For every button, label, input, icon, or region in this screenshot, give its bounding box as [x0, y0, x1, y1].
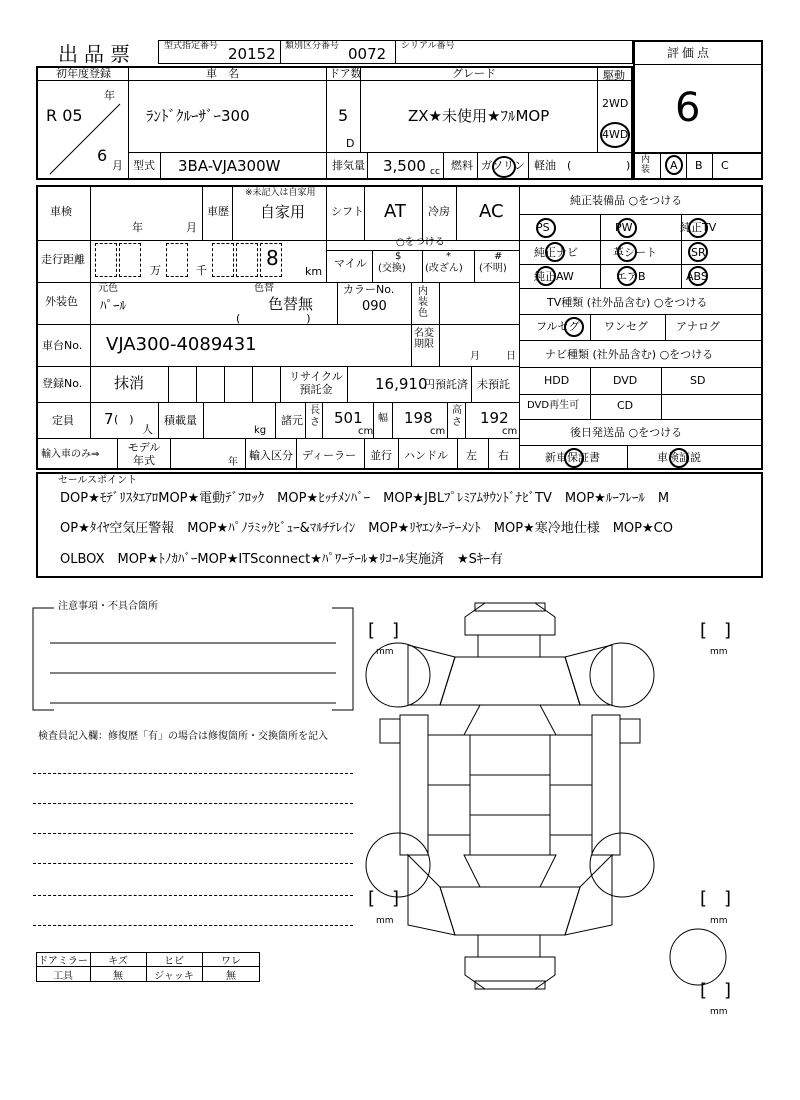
load-label: 積載量 — [164, 414, 197, 427]
caution-frame — [30, 605, 356, 715]
name-change-day-unit: 日 — [506, 351, 516, 362]
fuel-paren-close: ) — [626, 159, 631, 172]
mileage-digit-1 — [95, 243, 117, 277]
mileage-value: 8 — [266, 246, 279, 270]
equip-sr[interactable]: SR — [691, 246, 706, 259]
acc-header-mirror: ドアミラー — [38, 956, 88, 967]
acc-jack-value: 無 — [226, 970, 236, 982]
shift-value: AT — [384, 201, 406, 222]
first-reg-era: R 05 — [46, 106, 83, 125]
interior-a[interactable]: A — [670, 159, 678, 172]
capacity-label: 定員 — [52, 414, 74, 427]
recycle-value: 16,910 — [375, 375, 428, 393]
equip-aw-circle — [536, 266, 556, 286]
handle-right[interactable]: 右 — [498, 449, 509, 462]
mileage-unknown[interactable]: (不明) — [479, 263, 507, 274]
handle-label: ハンドル — [404, 449, 448, 462]
doors-label: ドア数 — [329, 67, 362, 80]
inspection-year-unit: 年 — [132, 221, 143, 234]
tread-spare-bracket-close: ] — [724, 980, 732, 1001]
chassis-value: VJA300-4089431 — [106, 334, 257, 355]
displacement-value: 3,500 — [383, 157, 426, 175]
sales-label: セールスポイント — [58, 475, 138, 486]
tread-spare-bracket-open: [ — [700, 980, 708, 1001]
equip-pw-circle — [617, 218, 637, 238]
mileage-man-unit: 万 — [150, 264, 161, 277]
form-title: 出品票 — [58, 42, 136, 66]
navi-cd[interactable]: CD — [617, 399, 634, 412]
caution-label: 注意事項・不具合箇所 — [58, 601, 158, 612]
sales-line-1: DOP★ﾓﾃﾞﾘｽﾀｴｱﾛMOP★電動ﾃﾞﾌﾛｯｸ MOP★ﾋｯﾁﾒﾝﾊﾞｰ MOP★JBLﾌﾟﾚﾐｱﾑｻｳﾝﾄﾞﾅﾋﾞTV MOP★ﾙｰﾌﾚｰﾙ M — [60, 491, 670, 506]
name-change-label: 名変期限 — [414, 328, 434, 350]
interior-c[interactable]: C — [721, 159, 729, 172]
acc-header-crack: ヒビ — [164, 956, 184, 967]
import-dealer[interactable]: ディーラー — [302, 449, 357, 462]
tread-rr-bracket-open: [ — [700, 888, 708, 909]
fuel-diesel[interactable]: 軽油 — [534, 159, 556, 172]
later-inspection[interactable]: 車検証説 — [657, 451, 701, 464]
mileage-unknown-sym: # — [494, 251, 503, 262]
height-label: 高さ — [452, 405, 462, 428]
fuel-gasoline-circle — [492, 156, 516, 178]
equip-pw[interactable]: PW — [615, 221, 633, 234]
cc-unit: cc — [430, 167, 440, 177]
drive-2wd[interactable]: 2WD — [602, 97, 629, 110]
tread-fl-bracket-open: [ — [368, 620, 376, 641]
mileage-digit-4 — [212, 243, 234, 277]
equip-navi[interactable]: 純正ナビ — [534, 246, 578, 259]
orig-color-label: 元色 — [98, 283, 118, 294]
navi-hdd[interactable]: HDD — [544, 374, 570, 387]
history-value: 自家用 — [260, 203, 306, 221]
acc-header-scratch: キズ — [108, 956, 128, 967]
navi-title: ナビ種類 (社外品含む) ○をつける — [545, 348, 714, 361]
length-value: 501 — [334, 409, 363, 427]
car-name-value: ﾗﾝﾄﾞｸﾙｰｻﾞｰ300 — [146, 107, 250, 125]
tv-title: TV種類 (社外品含む) ○をつける — [547, 296, 708, 309]
recycle-unit: 円預託済 — [424, 378, 468, 391]
equip-abs-circle — [688, 266, 708, 286]
acc-header-break: ワレ — [221, 956, 241, 967]
orig-color-value: ﾊﾟｰﾙ — [100, 299, 126, 314]
tread-fl-mm[interactable]: mm — [376, 647, 394, 657]
navi-dvd[interactable]: DVD — [613, 374, 638, 387]
registration-label: 登録No. — [42, 377, 83, 390]
equip-airbag-circle — [617, 266, 637, 286]
height-cm-unit: cm — [502, 426, 518, 437]
repaint-paren: ( ) — [236, 312, 311, 325]
import-parallel[interactable]: 並行 — [370, 449, 392, 462]
width-cm-unit: cm — [430, 426, 446, 437]
navi-dvd-play[interactable]: DVD再生可 — [527, 400, 580, 411]
repaint-value: 色替無 — [268, 295, 314, 313]
equip-tv[interactable]: 純正TV — [680, 221, 717, 234]
name-change-month-unit: 月 — [470, 351, 480, 362]
equip-ps[interactable]: PS — [536, 221, 550, 234]
equip-sr-circle — [688, 242, 708, 262]
tread-rr-mm[interactable]: mm — [710, 916, 728, 926]
equip-navi-circle — [545, 242, 565, 262]
fuel-label: 燃料 — [451, 159, 473, 172]
width-label: 幅 — [378, 413, 388, 424]
mileage-exchange[interactable]: (交換) — [378, 263, 406, 274]
handle-left[interactable]: 左 — [466, 449, 477, 462]
tread-rl-bracket-open: [ — [368, 888, 376, 909]
category-value: 0072 — [348, 45, 387, 63]
ac-label: 冷房 — [428, 205, 450, 218]
grade-label: グレード — [452, 67, 496, 80]
import-type-label: 輸入区分 — [249, 449, 293, 462]
interior-a-circle — [665, 155, 683, 175]
score-value: 6 — [675, 85, 701, 131]
mileage-altered[interactable]: (改ざん) — [425, 263, 463, 274]
mileage-exchange-sym: $ — [395, 251, 402, 262]
dims-label: 諸元 — [281, 414, 303, 427]
mileage-km-unit: km — [305, 265, 323, 278]
equipment-title: 純正装備品 ○をつける — [570, 194, 683, 207]
history-label: 車歴 — [207, 205, 229, 218]
first-reg-month: 6 — [97, 146, 108, 165]
inspector-label: 検査員記入欄：修復歴「有」の場合は修復箇所・交換箇所を記入 — [38, 731, 328, 742]
equip-tv-circle — [688, 218, 708, 238]
tread-fr-bracket-open: [ — [700, 620, 708, 641]
displacement-label: 排気量 — [332, 159, 365, 172]
first-reg-label: 初年度登録 — [56, 67, 111, 80]
drive-label: 駆動 — [603, 69, 625, 82]
mileage-label: 走行距離 — [41, 253, 85, 266]
acc-tools-value: 無 — [113, 970, 123, 982]
color-label: 外装色 — [45, 295, 78, 308]
mileage-mile[interactable]: マイル — [334, 257, 367, 270]
acc-tools-label: 工具 — [53, 970, 73, 982]
capacity-paren: ( ) — [114, 413, 134, 426]
ac-value: AC — [479, 201, 504, 222]
serial-label: シリアル番号 — [401, 41, 455, 51]
model-year-label: モデル年式 — [127, 441, 161, 467]
tread-rl-bracket-close: ] — [392, 888, 400, 909]
equip-aw[interactable]: 純正AW — [534, 270, 574, 283]
registration-value: 抹消 — [114, 374, 145, 392]
mileage-altered-sym: * — [446, 251, 451, 262]
mileage-sen-unit: 千 — [196, 264, 207, 277]
sales-line-2: OP★ﾀｲﾔ空気圧警報 MOP★ﾊﾟﾉﾗﾐｯｸﾋﾞｭｰ&ﾏﾙﾁﾃﾚｲﾝ MOP★ﾘﾔｴﾝﾀｰﾃｰﾒﾝﾄ MOP★寒冷地仕様 MOP★CO — [60, 521, 673, 536]
import-label: 輸入車のみ⇒ — [41, 449, 100, 460]
later-warranty[interactable]: 新車保証書 — [545, 451, 600, 464]
tv-oneseg[interactable]: ワンセグ — [604, 320, 648, 333]
tv-fullseg[interactable]: フルセグ — [536, 320, 580, 333]
tread-spare-mm[interactable]: mm — [710, 1007, 728, 1017]
interior-color-label: 内装色 — [418, 286, 428, 319]
width-value: 198 — [404, 409, 433, 427]
equip-ps-circle — [536, 218, 556, 238]
repaint-label: 色替 — [254, 283, 274, 294]
equip-airbag[interactable]: エアB — [616, 270, 646, 283]
doors-value: 5 — [338, 106, 349, 125]
door-type: D — [346, 137, 355, 150]
later-title: 後日発送品 ○をつける — [570, 426, 683, 439]
grade-value: ZX★未使用★ﾌﾙMOP — [408, 107, 550, 125]
car-damage-diagram[interactable] — [360, 595, 770, 1025]
month-unit: 月 — [112, 159, 123, 172]
drive-4wd[interactable]: 4WD — [602, 128, 629, 141]
tread-rl-mm[interactable]: mm — [376, 916, 394, 926]
fuel-paren-open: ( — [567, 159, 572, 172]
chassis-label: 車台No. — [42, 339, 83, 352]
tread-rr-bracket-close: ] — [724, 888, 732, 909]
model-label: 型式 — [133, 159, 155, 172]
mileage-digit-3 — [166, 243, 188, 277]
interior-label: 内装 — [641, 155, 651, 175]
later-inspection-circle — [669, 448, 689, 468]
category-label: 類別区分番号 — [285, 41, 340, 51]
tread-fl-bracket-close: ] — [392, 620, 400, 641]
color-no-label: カラーNo. — [343, 283, 395, 296]
length-cm-unit: cm — [358, 426, 374, 437]
tv-fullseg-circle — [564, 317, 584, 337]
mileage-digit-2 — [119, 243, 141, 277]
equip-leather[interactable]: 革シート — [613, 246, 657, 259]
capacity-value: 7 — [104, 410, 114, 428]
inspection-month-unit: 月 — [186, 221, 197, 234]
mileage-digit-5 — [236, 243, 258, 277]
capacity-unit: 人 — [142, 423, 153, 436]
inspection-label: 車検 — [50, 205, 72, 218]
length-label: 長さ — [310, 405, 320, 428]
interior-b[interactable]: B — [695, 159, 703, 172]
mileage-mark-label: ○をつける — [396, 237, 445, 248]
equip-leather-circle — [617, 242, 637, 262]
model-code-label: 型式指定番号 — [164, 41, 219, 51]
recycle-unpaid[interactable]: 未預託 — [477, 378, 510, 391]
tv-analog[interactable]: アナログ — [676, 320, 720, 333]
model-year-unit: 年 — [228, 457, 238, 468]
load-kg-unit: kg — [254, 425, 267, 436]
tread-fr-mm[interactable]: mm — [710, 647, 728, 657]
history-note: ※未記入は自家用 — [245, 188, 316, 198]
tread-fr-bracket-close: ] — [724, 620, 732, 641]
drive-4wd-circle — [600, 122, 630, 148]
year-unit: 年 — [104, 89, 115, 102]
car-name-label: 車 名 — [206, 67, 239, 80]
height-value: 192 — [480, 409, 509, 427]
shift-label: シフト — [331, 205, 364, 218]
acc-jack-label: ジャッキ — [154, 970, 194, 982]
later-warranty-circle — [564, 448, 584, 468]
navi-sd[interactable]: SD — [690, 374, 706, 387]
score-label: 評価点 — [667, 46, 713, 60]
recycle-label: リサイクル預託金 — [289, 370, 343, 396]
fuel-gasoline[interactable]: ガソリン — [481, 159, 525, 172]
sales-line-3: OLBOX MOP★ﾄﾉｶﾊﾞｰMOP★ITSconnect★ﾊﾟﾜｰﾃｰﾙ★ﾘｺｰﾙ実施済 ★Sｷｰ有 — [60, 552, 503, 567]
equip-abs[interactable]: ABS — [686, 270, 708, 283]
model-value: 3BA-VJA300W — [178, 157, 281, 175]
model-code-value: 20152 — [228, 45, 276, 63]
color-no-value: 090 — [362, 299, 387, 314]
